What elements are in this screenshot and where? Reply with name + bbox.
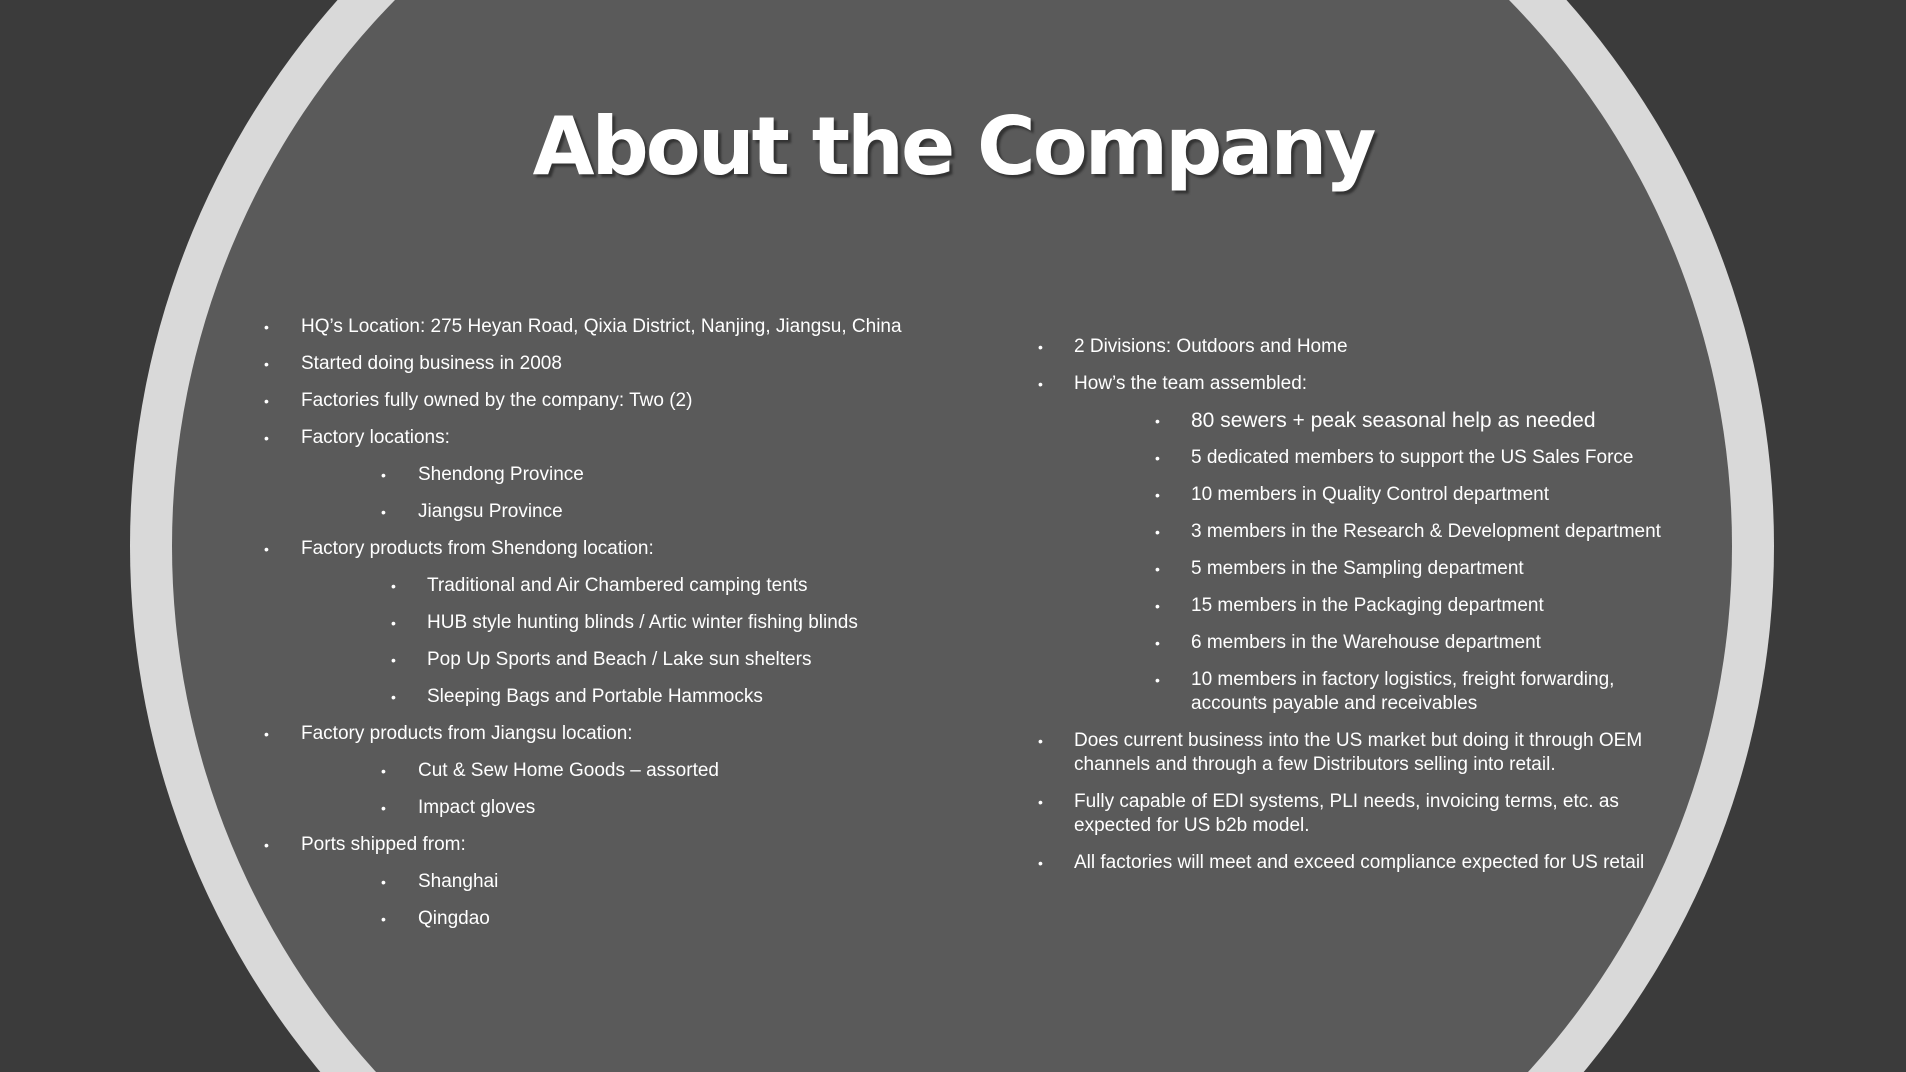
bullet-icon: •: [264, 356, 269, 372]
bullet-icon: •: [1155, 598, 1160, 614]
sub-list-item: • Jiangsu Province: [381, 501, 563, 522]
bullet-icon: •: [264, 837, 269, 853]
right-bullet-list: [1032, 335, 1672, 888]
sub-list-item: • 5 members in the Sampling department: [1155, 558, 1524, 579]
bullet-icon: •: [1155, 487, 1160, 503]
left-bullet-list: [258, 315, 978, 944]
bullet-icon: •: [381, 800, 386, 816]
list-item: • Ports shipped from:: [264, 834, 466, 855]
bullet-icon: •: [381, 467, 386, 483]
bullet-icon: •: [1038, 339, 1043, 355]
bullet-icon: •: [381, 911, 386, 927]
sub-list-item: • 3 members in the Research & Development department: [1155, 521, 1661, 542]
sub-list-item: • 10 members in Quality Control department: [1155, 484, 1549, 505]
sub-list-item: • Impact gloves: [381, 797, 536, 818]
bullet-icon: •: [264, 393, 269, 409]
sub-list-item: • 10 members in factory logistics, freight forwarding, accounts payable and receivables: [1155, 669, 1615, 714]
bullet-icon: •: [1038, 376, 1043, 392]
sub-list-item: • Pop Up Sports and Beach / Lake sun shelters: [391, 649, 812, 670]
bullet-icon: •: [1038, 855, 1043, 871]
slide-title: About the Company: [532, 100, 1374, 193]
list-item: • All factories will meet and exceed compliance expected for US retail: [1038, 852, 1645, 873]
bullet-icon: •: [1038, 794, 1043, 810]
list-item: • How’s the team assembled:: [1038, 373, 1308, 394]
bullet-icon: •: [264, 541, 269, 557]
bullet-icon: •: [1155, 450, 1160, 466]
list-item: • Fully capable of EDI systems, PLI needs, invoicing terms, etc. as expected for US b2b model.: [1038, 791, 1619, 836]
sub-list-item: • Qingdao: [381, 908, 490, 929]
sub-list-item: • Sleeping Bags and Portable Hammocks: [391, 686, 763, 707]
sub-list-item: • 80 sewers + peak seasonal help as needed: [1155, 409, 1596, 432]
list-item: • Factories fully owned by the company: Two (2): [264, 390, 693, 411]
bullet-icon: •: [1155, 672, 1160, 688]
sub-list-item: • Shendong Province: [381, 464, 584, 485]
bullet-icon: •: [391, 652, 396, 668]
bullet-icon: •: [381, 874, 386, 890]
list-item: • 2 Divisions: Outdoors and Home: [1038, 336, 1348, 357]
bullet-icon: •: [391, 689, 396, 705]
bullet-icon: •: [391, 578, 396, 594]
bullet-icon: •: [391, 615, 396, 631]
bullet-icon: •: [1155, 635, 1160, 651]
sub-list-item: • Shanghai: [381, 871, 499, 892]
sub-list-item: • Cut & Sew Home Goods – assorted: [381, 760, 719, 781]
bullet-icon: •: [381, 504, 386, 520]
list-item: • Does current business into the US market but doing it through OEM channels and through a few Distributors selling into retail.: [1038, 730, 1643, 775]
bullet-icon: •: [1155, 413, 1160, 429]
bullet-icon: •: [1155, 561, 1160, 577]
sub-list-item: • 5 dedicated members to support the US Sales Force: [1155, 447, 1634, 468]
bullet-icon: •: [1155, 524, 1160, 540]
sub-list-item: • 15 members in the Packaging department: [1155, 595, 1544, 616]
sub-list-item: • 6 members in the Warehouse department: [1155, 632, 1541, 653]
list-item: • Factory products from Jiangsu location:: [264, 723, 633, 744]
sub-list-item: • HUB style hunting blinds / Artic winter fishing blinds: [391, 612, 858, 633]
list-item: • Factory products from Shendong location:: [264, 538, 654, 559]
bullet-icon: •: [264, 430, 269, 446]
bullet-icon: •: [1038, 733, 1043, 749]
list-item: • Started doing business in 2008: [264, 353, 562, 374]
bullet-icon: •: [264, 319, 269, 335]
list-item: • HQ’s Location: 275 Heyan Road, Qixia District, Nanjing, Jiangsu, China: [264, 316, 902, 337]
bullet-icon: •: [264, 726, 269, 742]
sub-list-item: • Traditional and Air Chambered camping tents: [391, 575, 808, 596]
list-item: • Factory locations:: [264, 427, 450, 448]
bullet-icon: •: [381, 763, 386, 779]
